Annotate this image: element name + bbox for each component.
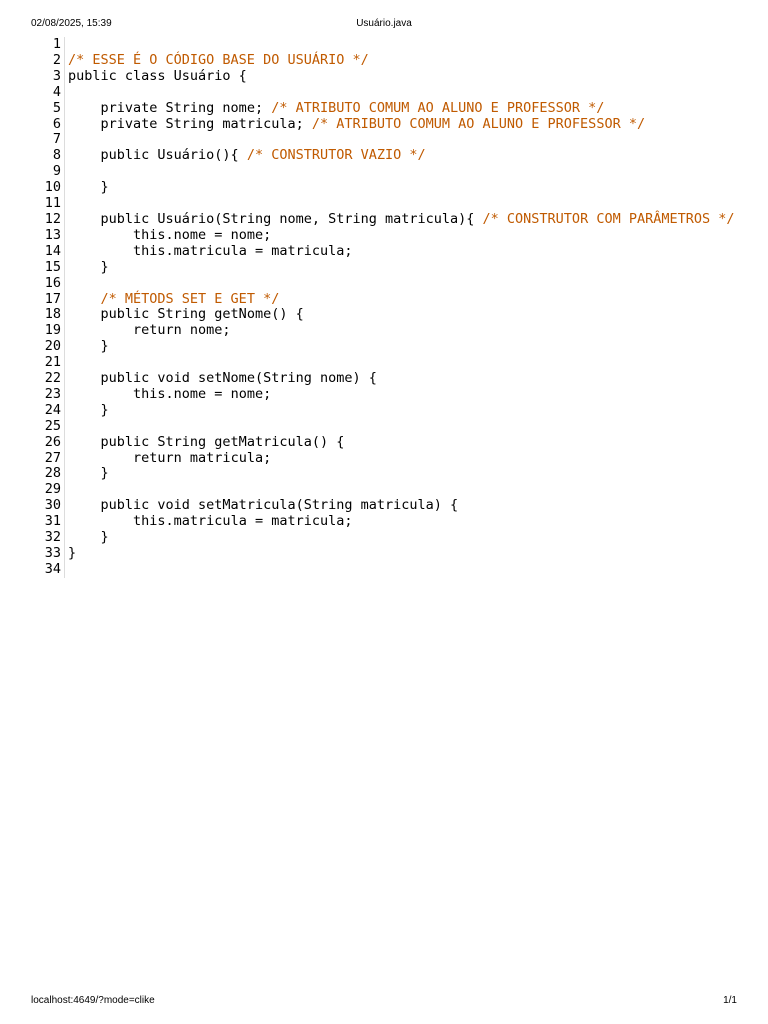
code-text	[65, 419, 737, 435]
code-line	[31, 514, 737, 530]
code-text	[65, 196, 737, 212]
code-line	[31, 403, 737, 419]
line-number: 20	[31, 339, 65, 355]
line-number: 14	[31, 244, 65, 260]
code-text	[65, 514, 737, 530]
code-statement: public Usuário(){	[68, 147, 247, 164]
line-number: 34	[31, 562, 65, 578]
code-statement: this.matricula = matricula;	[68, 242, 353, 259]
code-statement: public void setNome(String nome) {	[68, 370, 377, 387]
code-comment: /* MÉTODS SET E GET */	[100, 290, 280, 307]
line-number: 15	[31, 260, 65, 276]
line-number: 21	[31, 355, 65, 371]
code-text	[65, 530, 737, 546]
line-number: 33	[31, 546, 65, 562]
line-number: 22	[31, 371, 65, 387]
code-statement: public String getNome() {	[68, 306, 304, 323]
code-text	[65, 355, 737, 371]
line-number: 8	[31, 148, 65, 164]
line-number: 5	[31, 101, 65, 117]
line-number: 4	[31, 85, 65, 101]
code-comment: /* CONSTRUTOR VAZIO */	[246, 147, 426, 164]
line-number: 27	[31, 451, 65, 467]
code-listing	[31, 37, 737, 578]
print-footer	[31, 994, 737, 1008]
code-text	[65, 339, 737, 355]
line-number: 7	[31, 132, 65, 148]
code-line	[31, 339, 737, 355]
code-line	[31, 323, 737, 339]
code-text	[65, 292, 737, 308]
print-date: 02/08/2025, 15:39	[31, 18, 112, 29]
document-title: Usuário.java	[356, 18, 412, 29]
code-line	[31, 435, 737, 451]
code-line	[31, 212, 737, 228]
code-text	[65, 244, 737, 260]
line-number: 25	[31, 419, 65, 435]
line-number: 18	[31, 307, 65, 323]
code-comment: /* ATRIBUTO COMUM AO ALUNO E PROFESSOR */	[311, 115, 646, 132]
code-comment: /* ATRIBUTO COMUM AO ALUNO E PROFESSOR */	[271, 99, 605, 116]
line-number: 17	[31, 292, 65, 308]
code-line	[31, 307, 737, 323]
page-url: localhost:4649/?mode=clike	[31, 995, 155, 1006]
code-line	[31, 132, 737, 148]
line-number: 1	[31, 37, 65, 53]
code-text	[65, 132, 737, 148]
code-line	[31, 85, 737, 101]
code-text	[65, 371, 737, 387]
code-line	[31, 466, 737, 482]
code-text	[65, 403, 737, 419]
line-number: 24	[31, 403, 65, 419]
code-text	[65, 498, 737, 514]
code-line	[31, 530, 737, 546]
code-statement: this.matricula = matricula;	[68, 513, 353, 530]
line-number: 28	[31, 466, 65, 482]
code-text	[65, 117, 737, 133]
code-text	[65, 451, 737, 467]
code-line	[31, 180, 737, 196]
code-statement: }	[68, 529, 109, 546]
code-text	[65, 435, 737, 451]
line-number: 26	[31, 435, 65, 451]
code-text	[65, 85, 737, 101]
code-statement: }	[68, 401, 109, 418]
code-statement: return nome;	[68, 322, 231, 339]
code-statement	[68, 291, 101, 307]
code-statement: private String nome;	[68, 99, 272, 116]
code-statement: this.nome = nome;	[68, 226, 272, 243]
line-number: 3	[31, 69, 65, 85]
code-line	[31, 117, 737, 133]
code-statement: }	[68, 179, 109, 196]
code-text	[65, 482, 737, 498]
code-line	[31, 148, 737, 164]
code-line	[31, 498, 737, 514]
code-text	[65, 228, 737, 244]
line-number: 31	[31, 514, 65, 530]
line-number: 2	[31, 53, 65, 69]
code-text	[65, 387, 737, 403]
code-statement: public Usuário(String nome, String matricula){	[68, 210, 483, 227]
code-text	[65, 546, 737, 562]
code-line	[31, 482, 737, 498]
code-line	[31, 355, 737, 371]
code-statement: }	[68, 465, 109, 482]
code-text	[65, 101, 737, 117]
code-text	[65, 69, 737, 85]
page-number: 1/1	[723, 995, 737, 1006]
code-text	[65, 466, 737, 482]
line-number: 13	[31, 228, 65, 244]
code-line	[31, 276, 737, 292]
code-text	[65, 562, 737, 578]
line-number: 19	[31, 323, 65, 339]
code-text	[65, 323, 737, 339]
code-text	[65, 307, 737, 323]
code-line	[31, 387, 737, 403]
code-line	[31, 37, 737, 53]
code-comment: /* ESSE É O CÓDIGO BASE DO USUÁRIO */	[68, 51, 369, 68]
code-line	[31, 546, 737, 562]
code-statement: public class Usuário {	[68, 67, 247, 84]
code-statement: public String getMatricula() {	[68, 433, 345, 450]
code-text	[65, 148, 737, 164]
code-text	[65, 212, 737, 228]
code-line	[31, 292, 737, 308]
code-text	[65, 276, 737, 292]
line-number: 16	[31, 276, 65, 292]
code-text	[65, 37, 737, 53]
code-comment: /* CONSTRUTOR COM PARÂMETROS */	[482, 210, 735, 227]
line-number: 11	[31, 196, 65, 212]
print-header	[31, 17, 737, 31]
code-statement: this.nome = nome;	[68, 385, 272, 402]
code-statement: }	[68, 258, 109, 275]
code-text	[65, 53, 737, 69]
line-number: 6	[31, 117, 65, 133]
code-line	[31, 371, 737, 387]
code-line	[31, 419, 737, 435]
line-number: 29	[31, 482, 65, 498]
line-number: 30	[31, 498, 65, 514]
line-number: 23	[31, 387, 65, 403]
code-text	[65, 260, 737, 276]
code-line	[31, 451, 737, 467]
line-number: 10	[31, 180, 65, 196]
code-statement: private String matricula;	[68, 115, 312, 132]
code-line	[31, 101, 737, 117]
code-statement: public void setMatricula(String matricula) {	[68, 497, 459, 514]
code-line	[31, 244, 737, 260]
code-line	[31, 164, 737, 180]
code-line	[31, 228, 737, 244]
code-text	[65, 180, 737, 196]
code-line	[31, 260, 737, 276]
code-line	[31, 69, 737, 85]
code-line	[31, 196, 737, 212]
line-number: 32	[31, 530, 65, 546]
line-number: 9	[31, 164, 65, 180]
code-text	[65, 164, 737, 180]
code-line	[31, 53, 737, 69]
code-statement: return matricula;	[68, 449, 272, 466]
line-number: 12	[31, 212, 65, 228]
code-statement: }	[68, 338, 109, 355]
code-line	[31, 562, 737, 578]
code-statement: }	[68, 545, 77, 561]
